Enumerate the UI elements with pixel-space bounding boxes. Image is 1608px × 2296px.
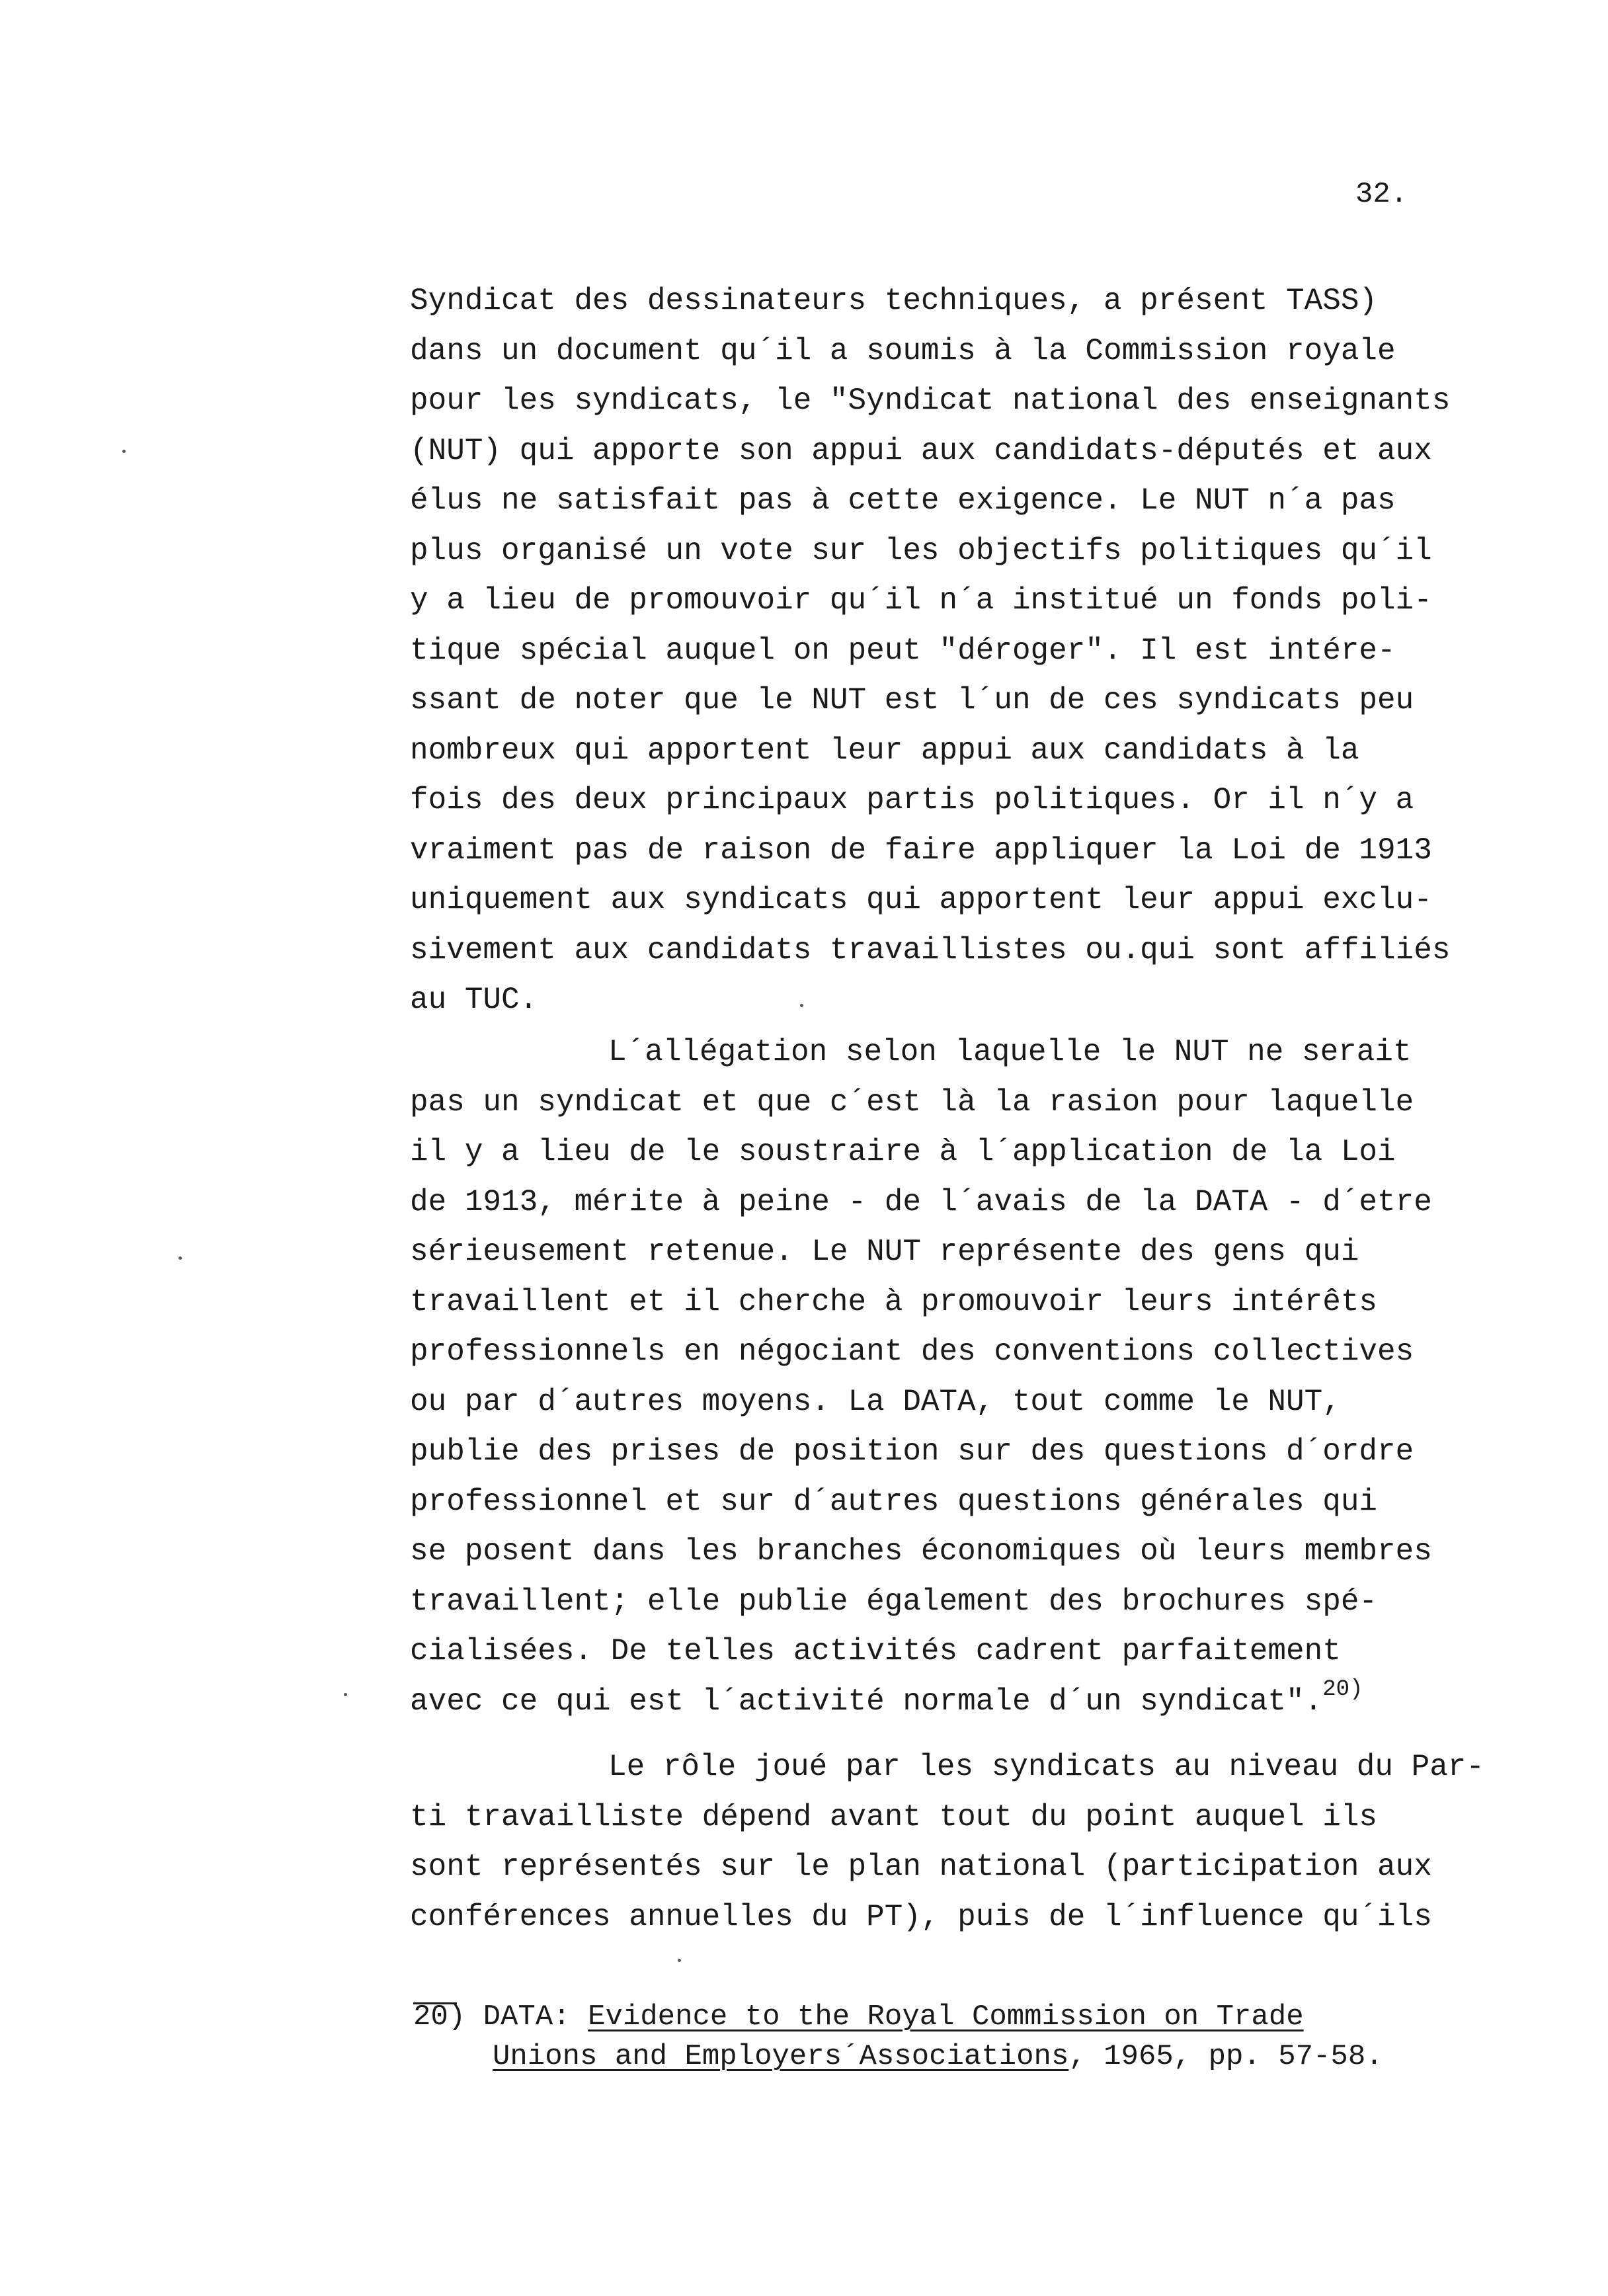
paragraph-2-line: cialisées. De telles activités cadrent parfaitement: [410, 1634, 1341, 1668]
paragraph-2-line: publie des prises de position sur des questions d´ordre: [410, 1434, 1414, 1469]
paragraph-1-line: (NUT) qui apporte son appui aux candidats-députés et aux: [410, 433, 1432, 468]
scan-speck: [678, 1959, 681, 1962]
paragraph-1-line: dans un document qu´il a soumis à la Commission royale: [410, 333, 1396, 368]
paragraph-1-line: nombreux qui apportent leur appui aux candidats à la: [410, 733, 1359, 768]
footnote-marker: 20): [413, 2000, 466, 2033]
paragraph-2-line: pas un syndicat et que c´est là la rasion pour laquelle: [410, 1085, 1414, 1120]
paragraph-1-line: y a lieu de promouvoir qu´il n´a institué un fonds poli-: [410, 583, 1432, 618]
paragraph-1-line: ssant de noter que le NUT est l´un de ces syndicats peu: [410, 683, 1414, 718]
paragraph-2-line: professionnels en négociant des conventions collectives: [410, 1334, 1414, 1369]
paragraph-2-line: ou par d´autres moyens. La DATA, tout comme le NUT,: [410, 1384, 1341, 1419]
paragraph-1-line: fois des deux principaux partis politiques. Or il n´y a: [410, 783, 1414, 817]
paragraph-1-line: élus ne satisfait pas à cette exigence. Le NUT n´a pas: [410, 483, 1396, 518]
paragraph-3-line: ti travailliste dépend avant tout du point auquel ils: [410, 1799, 1378, 1834]
paragraph-2-line: se posent dans les branches économiques où leurs membres: [410, 1534, 1432, 1569]
scan-speck: [800, 1004, 803, 1007]
paragraph-1-line: au TUC.: [410, 983, 538, 1017]
paragraph-2-line: travaillent et il cherche à promouvoir leurs intérêts: [410, 1284, 1378, 1319]
footnote-reference: 20): [1322, 1676, 1363, 1702]
paragraph-3-line: Le rôle joué par les syndicats au niveau du Par-: [608, 1750, 1485, 1784]
footnote-title-part2: Unions and Employers´Associations: [493, 2040, 1069, 2073]
paragraph-1-line: pour les syndicats, le "Syndicat national des enseignants: [410, 384, 1451, 418]
paragraph-1-line: Syndicat des dessinateurs techniques, a présent TASS): [410, 284, 1378, 318]
paragraph-2-line: avec ce qui est l´activité normale d´un syndicat".$^{20)}$: [410, 1676, 1363, 1719]
footnote-title-part1: Evidence to the Royal Commission on Trade: [588, 2000, 1304, 2033]
footnote-source: DATA:: [483, 2000, 571, 2033]
paragraph-2-line: professionnel et sur d´autres questions générales qui: [410, 1484, 1378, 1519]
scan-speck: [122, 450, 126, 453]
paragraph-1-line: uniquement aux syndicats qui apportent leur appui exclu-: [410, 883, 1432, 917]
paragraph-3-line: conférences annuelles du PT), puis de l´influence qu´ils: [410, 1899, 1432, 1934]
paragraph-1-line: plus organisé un vote sur les objectifs politiques qu´il: [410, 533, 1432, 568]
paragraph-2: [410, 1028, 1574, 1727]
paragraph-1: [410, 276, 1574, 1026]
paragraph-3: [410, 1742, 1574, 1942]
paragraph-2-line: travaillent; elle publie également des brochures spé-: [410, 1584, 1378, 1619]
paragraph-2-line: de 1913, mérite à peine - de l´avais de la DATA - d´etre: [410, 1184, 1432, 1219]
footnote-details: , 1965, pp. 57-58.: [1068, 2040, 1383, 2073]
paragraph-1-line: tique spécial auquel on peut "déroger". Il est intére-: [410, 633, 1396, 668]
paragraph-3-line: sont représentés sur le plan national (participation aux: [410, 1850, 1432, 1884]
paragraph-2-line: il y a lieu de le soustraire à l´application de la Loi: [410, 1135, 1396, 1169]
paragraph-1-line: sivement aux candidats travaillistes ou.qui sont affiliés: [410, 932, 1451, 967]
scan-speck: [344, 1693, 347, 1696]
page-number: 32.: [1355, 178, 1408, 211]
paragraph-1-line: vraiment pas de raison de faire appliquer la Loi de 1913: [410, 833, 1432, 868]
paragraph-2-line: L´allégation selon laquelle le NUT ne serait: [608, 1035, 1412, 1069]
footnote: [413, 1997, 1383, 2076]
paragraph-2-line: sérieusement retenue. Le NUT représente des gens qui: [410, 1235, 1359, 1269]
footnote-line-2: [413, 2037, 1383, 2076]
footnote-line-1: [413, 1997, 1383, 2037]
scan-speck: [179, 1256, 182, 1260]
